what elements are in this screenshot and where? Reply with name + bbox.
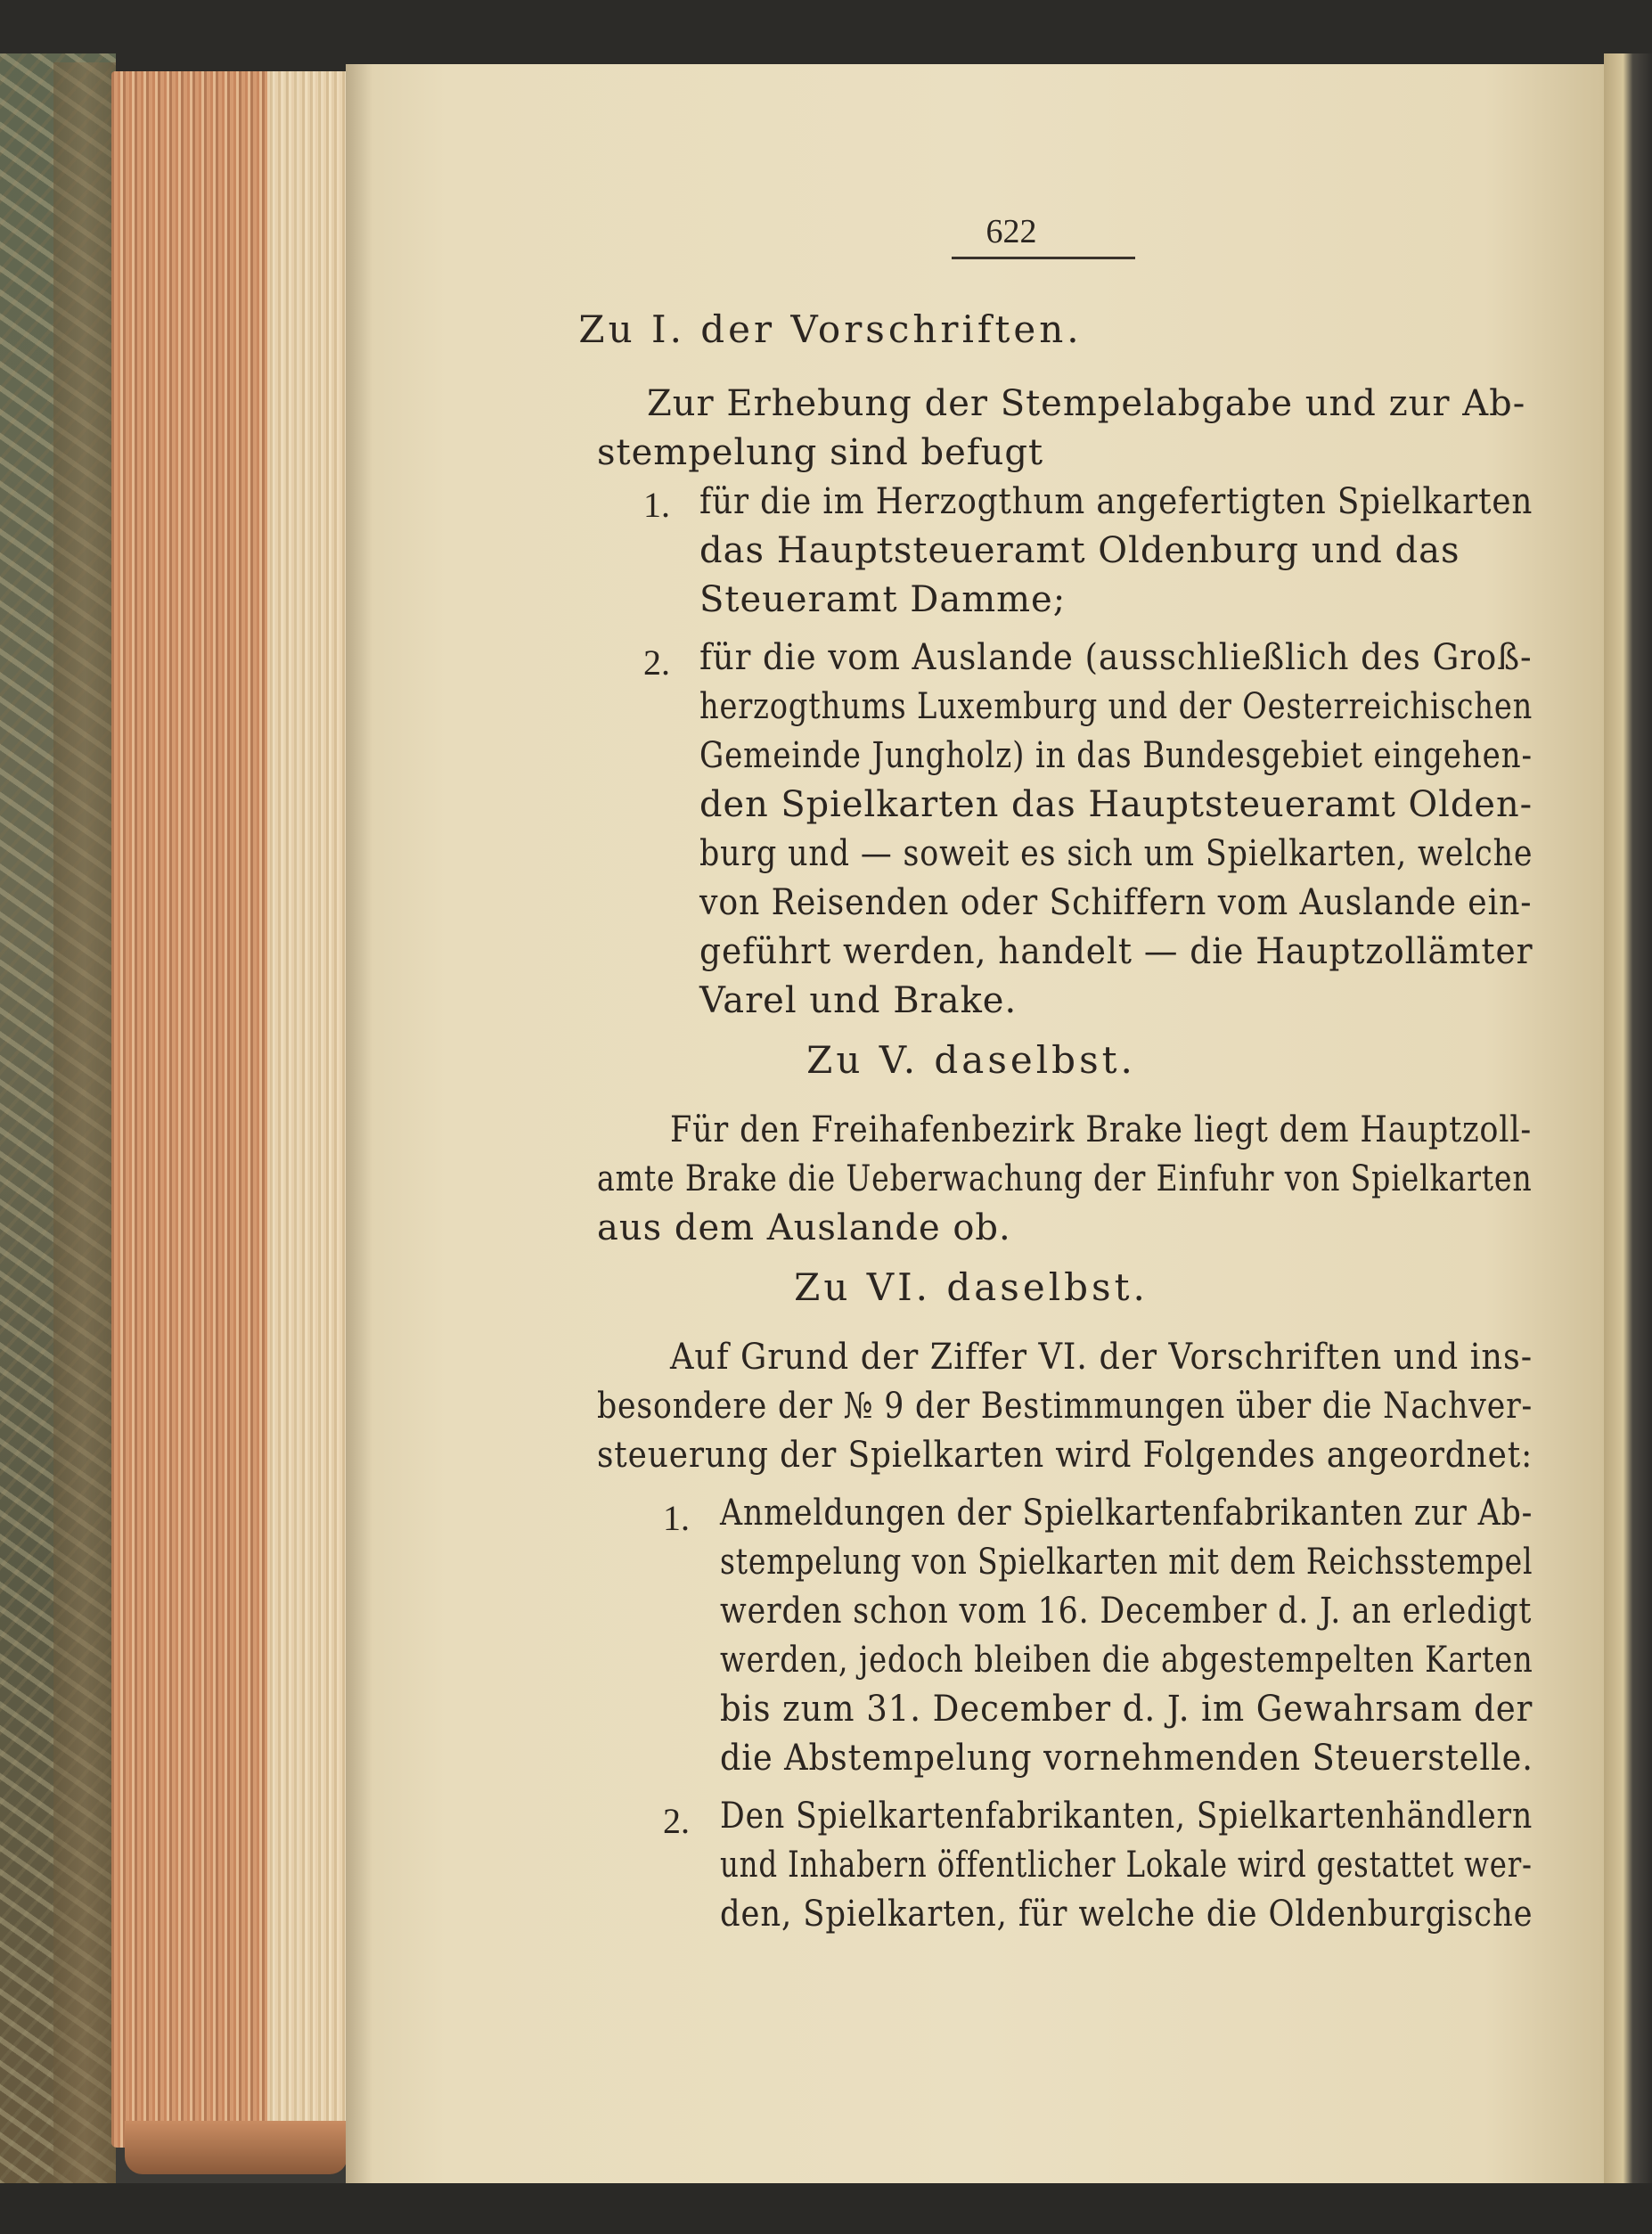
item-3-1-number: 1.	[663, 1498, 690, 1538]
item-2-line-2: herzogthums Luxemburg und der Oesterreichischen	[699, 686, 1533, 727]
item-3-2-number: 2.	[663, 1801, 690, 1841]
item-1-line-3: Steueramt Damme;	[699, 579, 1067, 620]
section-heading-1: Zu I. der Vorschriften.	[578, 307, 1083, 351]
page-edges-bottom	[125, 2121, 348, 2174]
item-2-line-5: burg und — soweit es sich um Spielkarten, welche	[699, 833, 1533, 874]
para-3-line-3: steuerung der Spielkarten wird Folgendes angeordnet:	[597, 1435, 1533, 1476]
item-2-line-6: von Reisenden oder Schiffern vom Auslande ein-	[699, 882, 1533, 923]
item-2-line-8: Varel und Brake.	[699, 980, 1018, 1021]
para-1-line-2: stempelung sind befugt	[597, 432, 1044, 473]
item-3-1-line-4: werden, jedoch bleiben die abgestempelten Karten	[720, 1640, 1533, 1681]
page-gutter	[346, 64, 372, 2185]
item-1-number: 1.	[643, 485, 670, 525]
para-2-line-2: amte Brake die Ueberwachung der Einfuhr von Spielkarten	[597, 1158, 1533, 1199]
facing-page-edge	[1604, 53, 1652, 2234]
item-1-line-2: das Hauptsteueramt Oldenburg und das	[699, 530, 1460, 571]
para-3-line-1: Auf Grund der Ziffer VI. der Vorschriften und ins-	[670, 1337, 1533, 1378]
item-2-number: 2.	[643, 642, 670, 683]
para-3-line-2: besondere der № 9 der Bestimmungen über die Nachver-	[597, 1386, 1533, 1427]
item-3-1-line-3: werden schon vom 16. December d. J. an erledigt	[720, 1591, 1533, 1632]
item-3-1-line-5: bis zum 31. December d. J. im Gewahrsam der	[720, 1689, 1533, 1730]
item-2-line-3: Gemeinde Jungholz) in das Bundesgebiet eingehen-	[699, 735, 1533, 776]
background-bottom	[0, 2183, 1652, 2234]
item-3-2-line-2: und Inhabern öffentlicher Lokale wird gestattet wer-	[720, 1845, 1533, 1886]
item-3-2-line-3: den, Spielkarten, für welche die Oldenburgische	[720, 1894, 1533, 1935]
background-top	[0, 0, 1652, 71]
item-1-line-1: für die im Herzogthum angefertigten Spielkarten	[699, 481, 1533, 522]
item-2-line-1: für die vom Auslande (ausschließlich des Groß-	[699, 637, 1533, 678]
para-2-line-1: Für den Freihafenbezirk Brake liegt dem Hauptzoll-	[670, 1109, 1533, 1150]
item-2-line-4: den Spielkarten das Hauptsteueramt Olden-	[699, 784, 1533, 825]
item-3-1-line-2: stempelung von Spielkarten mit dem Reichsstempel	[720, 1542, 1533, 1583]
page-number: 622	[985, 213, 1037, 250]
section-heading-2: Zu V. daselbst.	[806, 1038, 1136, 1082]
item-3-1-line-6: die Abstempelung vornehmenden Steuerstelle.	[720, 1738, 1533, 1779]
page-edges-light	[267, 71, 348, 2148]
section-heading-3: Zu VI. daselbst.	[794, 1265, 1149, 1309]
para-2-line-3: aus dem Auslande ob.	[597, 1207, 1011, 1248]
item-3-2-line-1: Den Spielkartenfabrikanten, Spielkartenhändlern	[720, 1796, 1533, 1837]
page-number-rule	[952, 257, 1135, 259]
item-3-1-line-1: Anmeldungen der Spielkartenfabrikanten zur Ab-	[720, 1493, 1533, 1534]
cover-edge	[53, 62, 116, 2192]
item-2-line-7: geführt werden, handelt — die Hauptzollämter	[699, 931, 1533, 972]
para-1-line-1: Zur Erhebung der Stempelabgabe und zur Ab-	[647, 383, 1526, 424]
